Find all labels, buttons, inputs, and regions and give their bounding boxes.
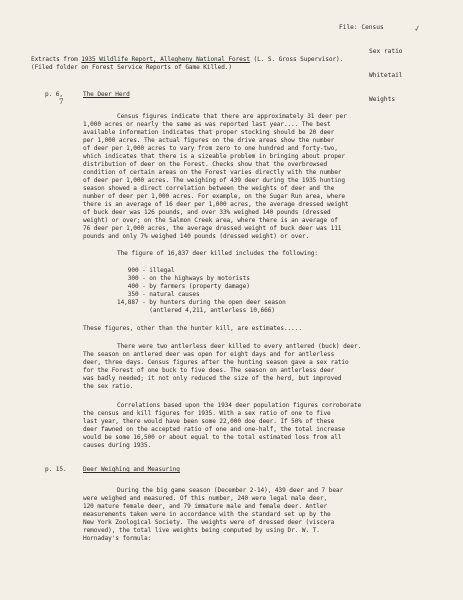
list-item: 300 - on the highways by motorists <box>117 275 250 282</box>
report-title: 1935 Wildlife Report, Allegheny National Forest <box>81 56 250 63</box>
handwritten-check-mark: ✓ <box>413 23 422 34</box>
text-line: 76 deer per 1,000 acres, the average dressed weight of buck deer was 111 <box>83 225 342 232</box>
killed-intro: The figure of 16,837 deer killed includes the following: <box>117 250 318 257</box>
text-line: of buck deer was 126 pounds, and over 33% weighed 140 pounds (dressed <box>83 209 331 216</box>
text-line: were weighed and measured. Of this number, 240 were legal male deer, <box>83 495 328 502</box>
header-line-2: (Filed folder on Forest Service Reports of Game Killed.) <box>31 64 232 71</box>
header-prefix: Extracts from <box>31 56 82 63</box>
text-line: 1,000 acres or nearly the same as was reported last year.... The best <box>83 121 331 128</box>
file-label: File: Census <box>339 24 384 31</box>
text-line: The season on antlered deer was open for eight days and for antlerless <box>83 351 335 358</box>
file-note <box>339 8 403 120</box>
header-suffix: (L. S. Gross Supervisor). <box>249 56 344 63</box>
text-line: weight) or over; on the Salmon Creek area, where there is an average of <box>83 217 338 224</box>
text-line: New York Zoological Society. The weights were of dressed deer (viscera <box>83 519 335 526</box>
text-line: last year, there would have been some 22,000 doe deer. If 50% of these <box>83 418 335 425</box>
header-line-1 <box>31 56 343 64</box>
text-line: Hornaday's formula: <box>83 535 152 542</box>
text-line: deer, three days. Census figures after the hunting season gave a sex ratio <box>83 359 349 366</box>
file-item: Weights <box>369 96 396 103</box>
list-item: (antlered 4,211, antlerless 10,666) <box>117 307 275 314</box>
text-line: deer fawned on the accepted ratio of one and one-half, the total increase <box>83 426 345 433</box>
section1-page-ref: p. 6, <box>45 91 63 98</box>
text-line: causes during 1935. <box>83 442 152 449</box>
list-item: 14,887 - by hunters during the open deer season <box>117 299 286 306</box>
text-line: Correlations based upon the 1934 deer population figures corroborate <box>117 402 362 409</box>
section2-page-ref: p. 15. <box>45 466 67 473</box>
text-line: pounds and only 7% weighed 140 pounds (dressed weight) or over. <box>83 233 310 240</box>
text-line: the sex ratio. <box>83 383 134 390</box>
section2-title: Deer Weighing and Measuring <box>83 466 180 473</box>
text-line: 120 mature female deer, and 79 immature male and female deer. Antler <box>83 503 328 510</box>
text-line: the census and kill figures for 1935. With a sex ratio of one to five <box>83 410 331 417</box>
text-line: for the Forest of one buck to five does. The season on antlerless deer <box>83 367 335 374</box>
text-line: of deer per 1,000 acres. The weighing of 439 deer during the 1935 hunting <box>83 177 345 184</box>
text-line: number of deer per 1,000 acres. For example, on the Sugar Run area, where <box>83 193 345 200</box>
section1-title: The Deer Herd <box>83 91 130 98</box>
file-item: Sex ratio <box>369 48 403 55</box>
list-item: 350 - natural causes <box>117 291 200 298</box>
text-line: of deer per 1,000 acres to vary from zero to one hundred and forty-two, <box>83 145 338 152</box>
text-line: distribution of deer on the Forest. Checks show that the overbrowsed <box>83 161 328 168</box>
file-item: Whitetail <box>369 72 403 79</box>
text-line: removed), the total live weights being computed by using Dr. W. T. <box>83 527 320 534</box>
text-line: measurements taken were in accordance with the standard set up by the <box>83 511 331 518</box>
estimates-note: These figures, other than the hunter kill, are estimates..... <box>83 325 302 332</box>
text-line: which indicates that there is a sizeable problem in bringing about proper <box>83 153 345 160</box>
text-line: condition of certain areas on the Forest varies directly with the number <box>83 169 342 176</box>
text-line: Census figures indicate that there are approximately 31 deer per <box>117 113 347 120</box>
text-line: there is an average of 16 deer per 1,000 acres, the average dressed weight <box>83 201 349 208</box>
text-line: available information indicates that proper stocking should be 20 deer <box>83 129 335 136</box>
section1-page-ref-handwritten: 7 <box>59 98 64 106</box>
text-line: During the big game season (December 2-14), 439 deer and 7 bear <box>117 487 344 494</box>
text-line: would be some 16,500 or about equal to the total estimated loss from all <box>83 434 342 441</box>
text-line: There were two antlerless deer killed to every antlered (buck) deer. <box>117 343 362 350</box>
text-line: per 1,000 acres. The actual figures on the drive areas show the number <box>83 137 335 144</box>
list-item: 400 - by farmers (property damage) <box>117 283 250 290</box>
text-line: was badly needed; it not only reduced the size of the herd, but improved <box>83 375 342 382</box>
list-item: 900 - illegal <box>117 267 175 274</box>
text-line: season showed a direct correlation between the weights of deer and the <box>83 185 335 192</box>
